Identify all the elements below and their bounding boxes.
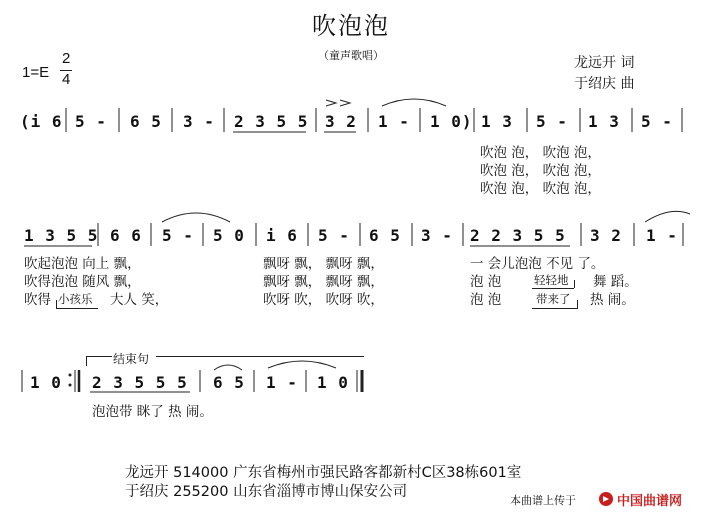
- row2-measure-7: 6 5: [369, 226, 401, 245]
- row1-measure-4: 3 -: [183, 112, 215, 131]
- ending-bracket-left: [86, 356, 112, 357]
- row3-measure-3: 6 5: [213, 373, 245, 392]
- contact-composer: 于绍庆 255200 山东省淄博市博山保安公司: [125, 484, 408, 500]
- row2-measure-5: i 6: [266, 226, 298, 245]
- row2-verse2-box-underline: [532, 288, 574, 289]
- row2-verse1-b: 飘呀 飘， 飘呀 飘，: [263, 256, 384, 272]
- row1-measure-1: (i 6: [20, 112, 63, 131]
- upload-note: 本曲谱上传于: [510, 494, 576, 507]
- row2-verse1-c: 一 会儿泡泡 不见 了。: [470, 256, 605, 272]
- row2-verse2-boxed-word: 轻轻地: [534, 273, 569, 287]
- row2-measure-4: 5 0: [213, 226, 245, 245]
- row1-verse1-lyrics: 吹泡 泡， 吹泡 泡，: [480, 145, 601, 161]
- row1-measure-2: 5 -: [75, 112, 107, 131]
- row2-verse2-b: 飘呀 飘， 飘呀 飘，: [263, 274, 384, 290]
- row2-measure-2: 6 6: [110, 226, 142, 245]
- row2-verse2-c: 泡 泡: [470, 274, 502, 290]
- row1-measure-7: 1 -: [378, 112, 410, 131]
- row1-measure-10: 5 -: [536, 112, 568, 131]
- row2-measure-1: 1 3 5 5: [24, 226, 99, 245]
- performance-note: （童声歌唱）: [318, 49, 384, 62]
- row1-verse2-lyrics: 吹泡 泡， 吹泡 泡，: [480, 163, 601, 179]
- row2-verse3-d: 泡 泡: [470, 292, 502, 308]
- ending-lyrics: 泡泡带 眯了 热 闹。: [92, 404, 213, 420]
- row1-measure-3: 6 5: [130, 112, 162, 131]
- site-logo[interactable]: 中国曲谱网: [617, 493, 683, 508]
- contact-lyricist: 龙远开 514000 广东省梅州市强民路客都新村C区38栋601室: [125, 465, 522, 481]
- lyricist-credit: 龙远开 词: [574, 55, 635, 71]
- row2-verse3-a: 吹得: [24, 292, 51, 308]
- row2-measure-11: 1 -: [646, 226, 678, 245]
- composer-credit: 于绍庆 曲: [574, 76, 635, 92]
- song-title: 吹泡泡: [312, 12, 390, 40]
- ending-label: 结束句: [113, 352, 150, 366]
- row1-measure-9: 1 3: [481, 112, 513, 131]
- row2-measure-10: 3 2: [590, 226, 622, 245]
- row3-measure-4: 1 -: [266, 373, 298, 392]
- row2-verse3-box1-underline: [56, 308, 98, 309]
- row2-measure-6: 5 -: [318, 226, 350, 245]
- row1-measure-8: 1 0): [430, 112, 473, 131]
- row1-measure-12: 5 -: [641, 112, 673, 131]
- row3-measure-1: 1 0: [30, 373, 62, 392]
- row2-verse3-c: 吹呀 吹， 吹呀 吹，: [263, 292, 384, 308]
- row2-verse3-e: 热 闹。: [590, 292, 635, 308]
- ending-bracket-tick: [86, 356, 87, 366]
- row1-measure-11: 1 3: [588, 112, 620, 131]
- key-signature: 1=E: [22, 64, 50, 81]
- row2-verse2-box-edge: [574, 280, 575, 288]
- row2-measure-9: 2 2 3 5 5: [470, 226, 566, 245]
- row1-measure-6: 3 2: [325, 112, 357, 131]
- row2-measure-3: 5 -: [162, 226, 194, 245]
- row2-verse2-d: 舞 蹈。: [593, 274, 638, 290]
- time-signature-top: 2: [62, 50, 71, 67]
- row2-verse3-boxed-word-2: 带来了: [536, 292, 571, 306]
- time-signature-bottom: 4: [62, 71, 71, 88]
- row2-verse3-box2-edge: [577, 300, 578, 308]
- row2-measure-8: 3 -: [421, 226, 453, 245]
- row1-verse3-lyrics: 吹泡 泡， 吹泡 泡，: [480, 181, 601, 197]
- row2-verse3-b: 大人 笑，: [110, 292, 169, 308]
- row2-verse3-boxed-word-1: 小孩乐: [58, 292, 93, 306]
- row3-measure-2: 2 3 5 5 5: [92, 373, 188, 392]
- row2-verse3-box1-edge: [56, 300, 57, 308]
- ending-bracket-right: [156, 356, 364, 357]
- row2-verse2-a: 吹得泡泡 随风 飘，: [24, 274, 141, 290]
- row2-verse1-a: 吹起泡泡 向上 飘，: [24, 256, 141, 272]
- row1-measure-5: 2 3 5 5: [234, 112, 309, 131]
- row3-measure-5: 1 0: [317, 373, 349, 392]
- site-logo-icon: [598, 491, 614, 507]
- row2-verse3-box2-underline: [532, 308, 578, 309]
